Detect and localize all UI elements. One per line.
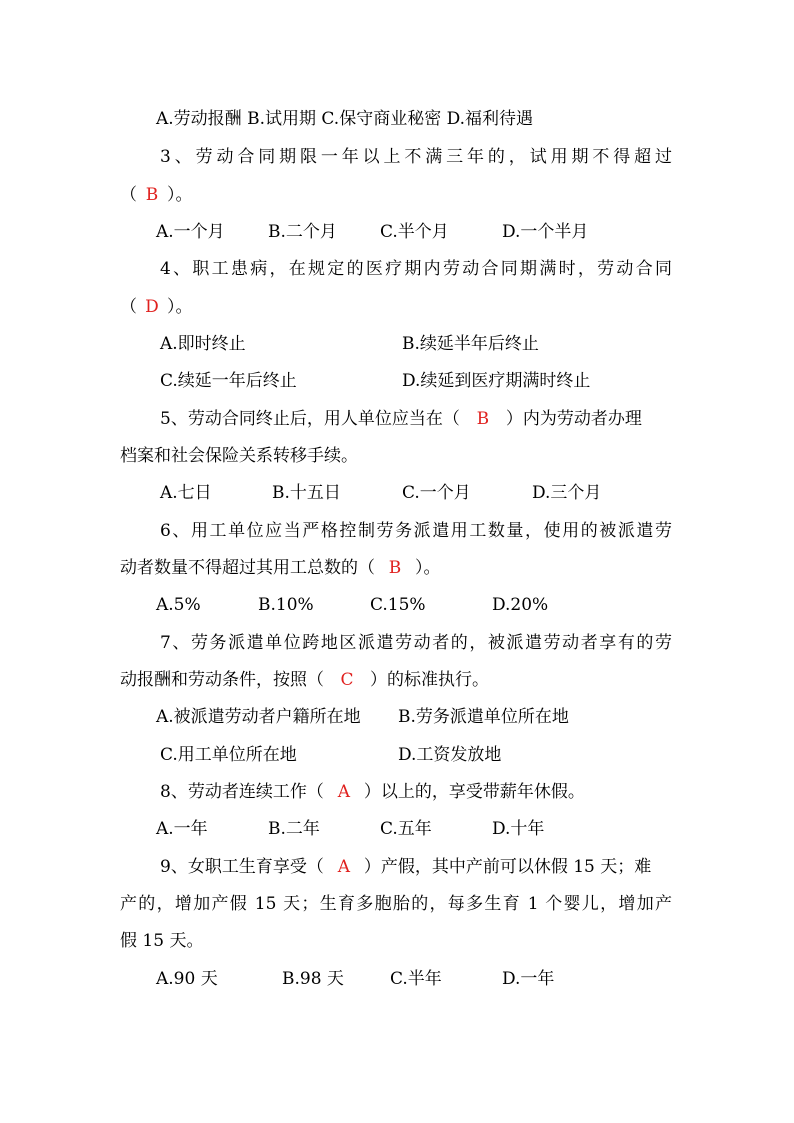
q7-stem-b: 动报酬和劳动条件，按照（ <box>120 670 324 690</box>
q4-stem: 4、职工患病，在规定的医疗期内劳动合同期满时，劳动合同 <box>160 259 672 279</box>
q7-stem-c: ）的标准执行。 <box>370 670 489 690</box>
q9-stem-line3: 假 15 天。 <box>120 931 204 951</box>
q5-option-c: C.一个月 <box>402 483 471 503</box>
q4-close: ）。 <box>167 297 193 317</box>
q3-stem: 3、劳动合同期限一年以上不满三年的，试用期不得超过 <box>160 147 672 167</box>
q6-option-c: C.15% <box>370 595 426 615</box>
q8-stem-b: ）以上的，享受带薪年休假。 <box>363 782 585 802</box>
q5-option-b: B.十五日 <box>272 483 341 503</box>
q9-answer: A <box>337 857 350 877</box>
q8-stem-a: 8、劳动者连续工作（ <box>160 782 324 802</box>
q3-option-a: A.一个月 <box>156 222 225 242</box>
q5-stem-line1 <box>0 401 794 437</box>
q3-option-c: C.半个月 <box>380 222 449 242</box>
q6-stem-b: 动者数量不得超过其用工总数的（ <box>120 558 375 578</box>
q2-options: A.劳动报酬 B.试用期 C.保守商业秘密 D.福利待遇 <box>156 109 534 129</box>
q6-stem-c: ）。 <box>415 558 441 578</box>
q9-stem-a: 9、女职工生育享受（ <box>160 857 324 877</box>
q8-option-c: C.五年 <box>380 819 432 839</box>
q6-options <box>0 587 794 623</box>
q5-stem-line2: 档案和社会保险关系转移手续。 <box>120 446 358 466</box>
q7-option-c: C.用工单位所在地 <box>160 745 297 765</box>
q3-option-d: D.一个半月 <box>502 222 589 242</box>
q3-close: ）。 <box>167 185 193 205</box>
q5-option-d: D.三个月 <box>532 483 602 503</box>
q9-stem-line1 <box>0 849 794 885</box>
q9-option-b: B.98 天 <box>282 969 344 989</box>
q3-answer-line <box>0 177 794 213</box>
q6-answer: B <box>388 558 402 578</box>
q4-option-b: B.续延半年后终止 <box>402 334 539 354</box>
q3-option-b: B.二个月 <box>268 222 337 242</box>
q6-option-a: A.5% <box>156 595 201 615</box>
q5-options <box>0 475 794 511</box>
q6-option-d: D.20% <box>492 595 549 615</box>
q8-answer: A <box>337 782 350 802</box>
q4-answer-line <box>0 289 794 325</box>
q4-answer: D <box>145 297 159 317</box>
q3-options <box>0 214 794 250</box>
q9-stem-b: ）产假，其中产前可以休假 15 天；难 <box>363 857 652 877</box>
q7-option-a: A.被派遣劳动者户籍所在地 <box>156 707 361 727</box>
q9-options <box>0 961 794 997</box>
q5-stem-a: 5、劳动合同终止后，用人单位应当在（ <box>160 409 460 429</box>
q3-answer: B <box>145 185 159 205</box>
q7-option-b: B.劳务派遣单位所在地 <box>398 707 569 727</box>
q7-stem-line1: 7、劳务派遣单位跨地区派遣劳动者的，被派遣劳动者享有的劳 <box>160 633 672 653</box>
q7-answer: C <box>340 670 354 690</box>
q8-option-d: D.十年 <box>492 819 545 839</box>
q9-stem-line2: 产的，增加产假 15 天；生育多胞胎的，每多生育 1 个婴儿，增加产 <box>120 894 672 914</box>
q7-stem-line2 <box>0 662 794 698</box>
q5-answer: B <box>476 409 490 429</box>
q4-open: （ <box>120 297 137 317</box>
q7-option-d: D.工资发放地 <box>398 745 502 765</box>
q4-options-row1 <box>0 326 794 362</box>
q6-stem-line1: 6、用工单位应当严格控制劳务派遣用工数量，使用的被派遣劳 <box>160 521 672 541</box>
q4-option-a: A.即时终止 <box>160 334 246 354</box>
q7-options-row1 <box>0 699 794 735</box>
q8-option-a: A.一年 <box>156 819 208 839</box>
q7-options-row2 <box>0 737 794 773</box>
q3-open: （ <box>120 185 137 205</box>
q5-stem-b: ）内为劳动者办理 <box>505 409 642 429</box>
q4-option-d: D.续延到医疗期满时终止 <box>402 371 591 391</box>
q8-options <box>0 811 794 847</box>
q4-option-c: C.续延一年后终止 <box>160 371 297 391</box>
q9-option-c: C.半年 <box>390 969 442 989</box>
q8-stem <box>0 774 794 810</box>
q8-option-b: B.二年 <box>268 819 320 839</box>
q6-stem-line2 <box>0 550 794 586</box>
q9-option-d: D.一年 <box>502 969 555 989</box>
q5-option-a: A.七日 <box>160 483 212 503</box>
q6-option-b: B.10% <box>258 595 314 615</box>
q4-options-row2 <box>0 363 794 399</box>
q9-option-a: A.90 天 <box>156 969 218 989</box>
